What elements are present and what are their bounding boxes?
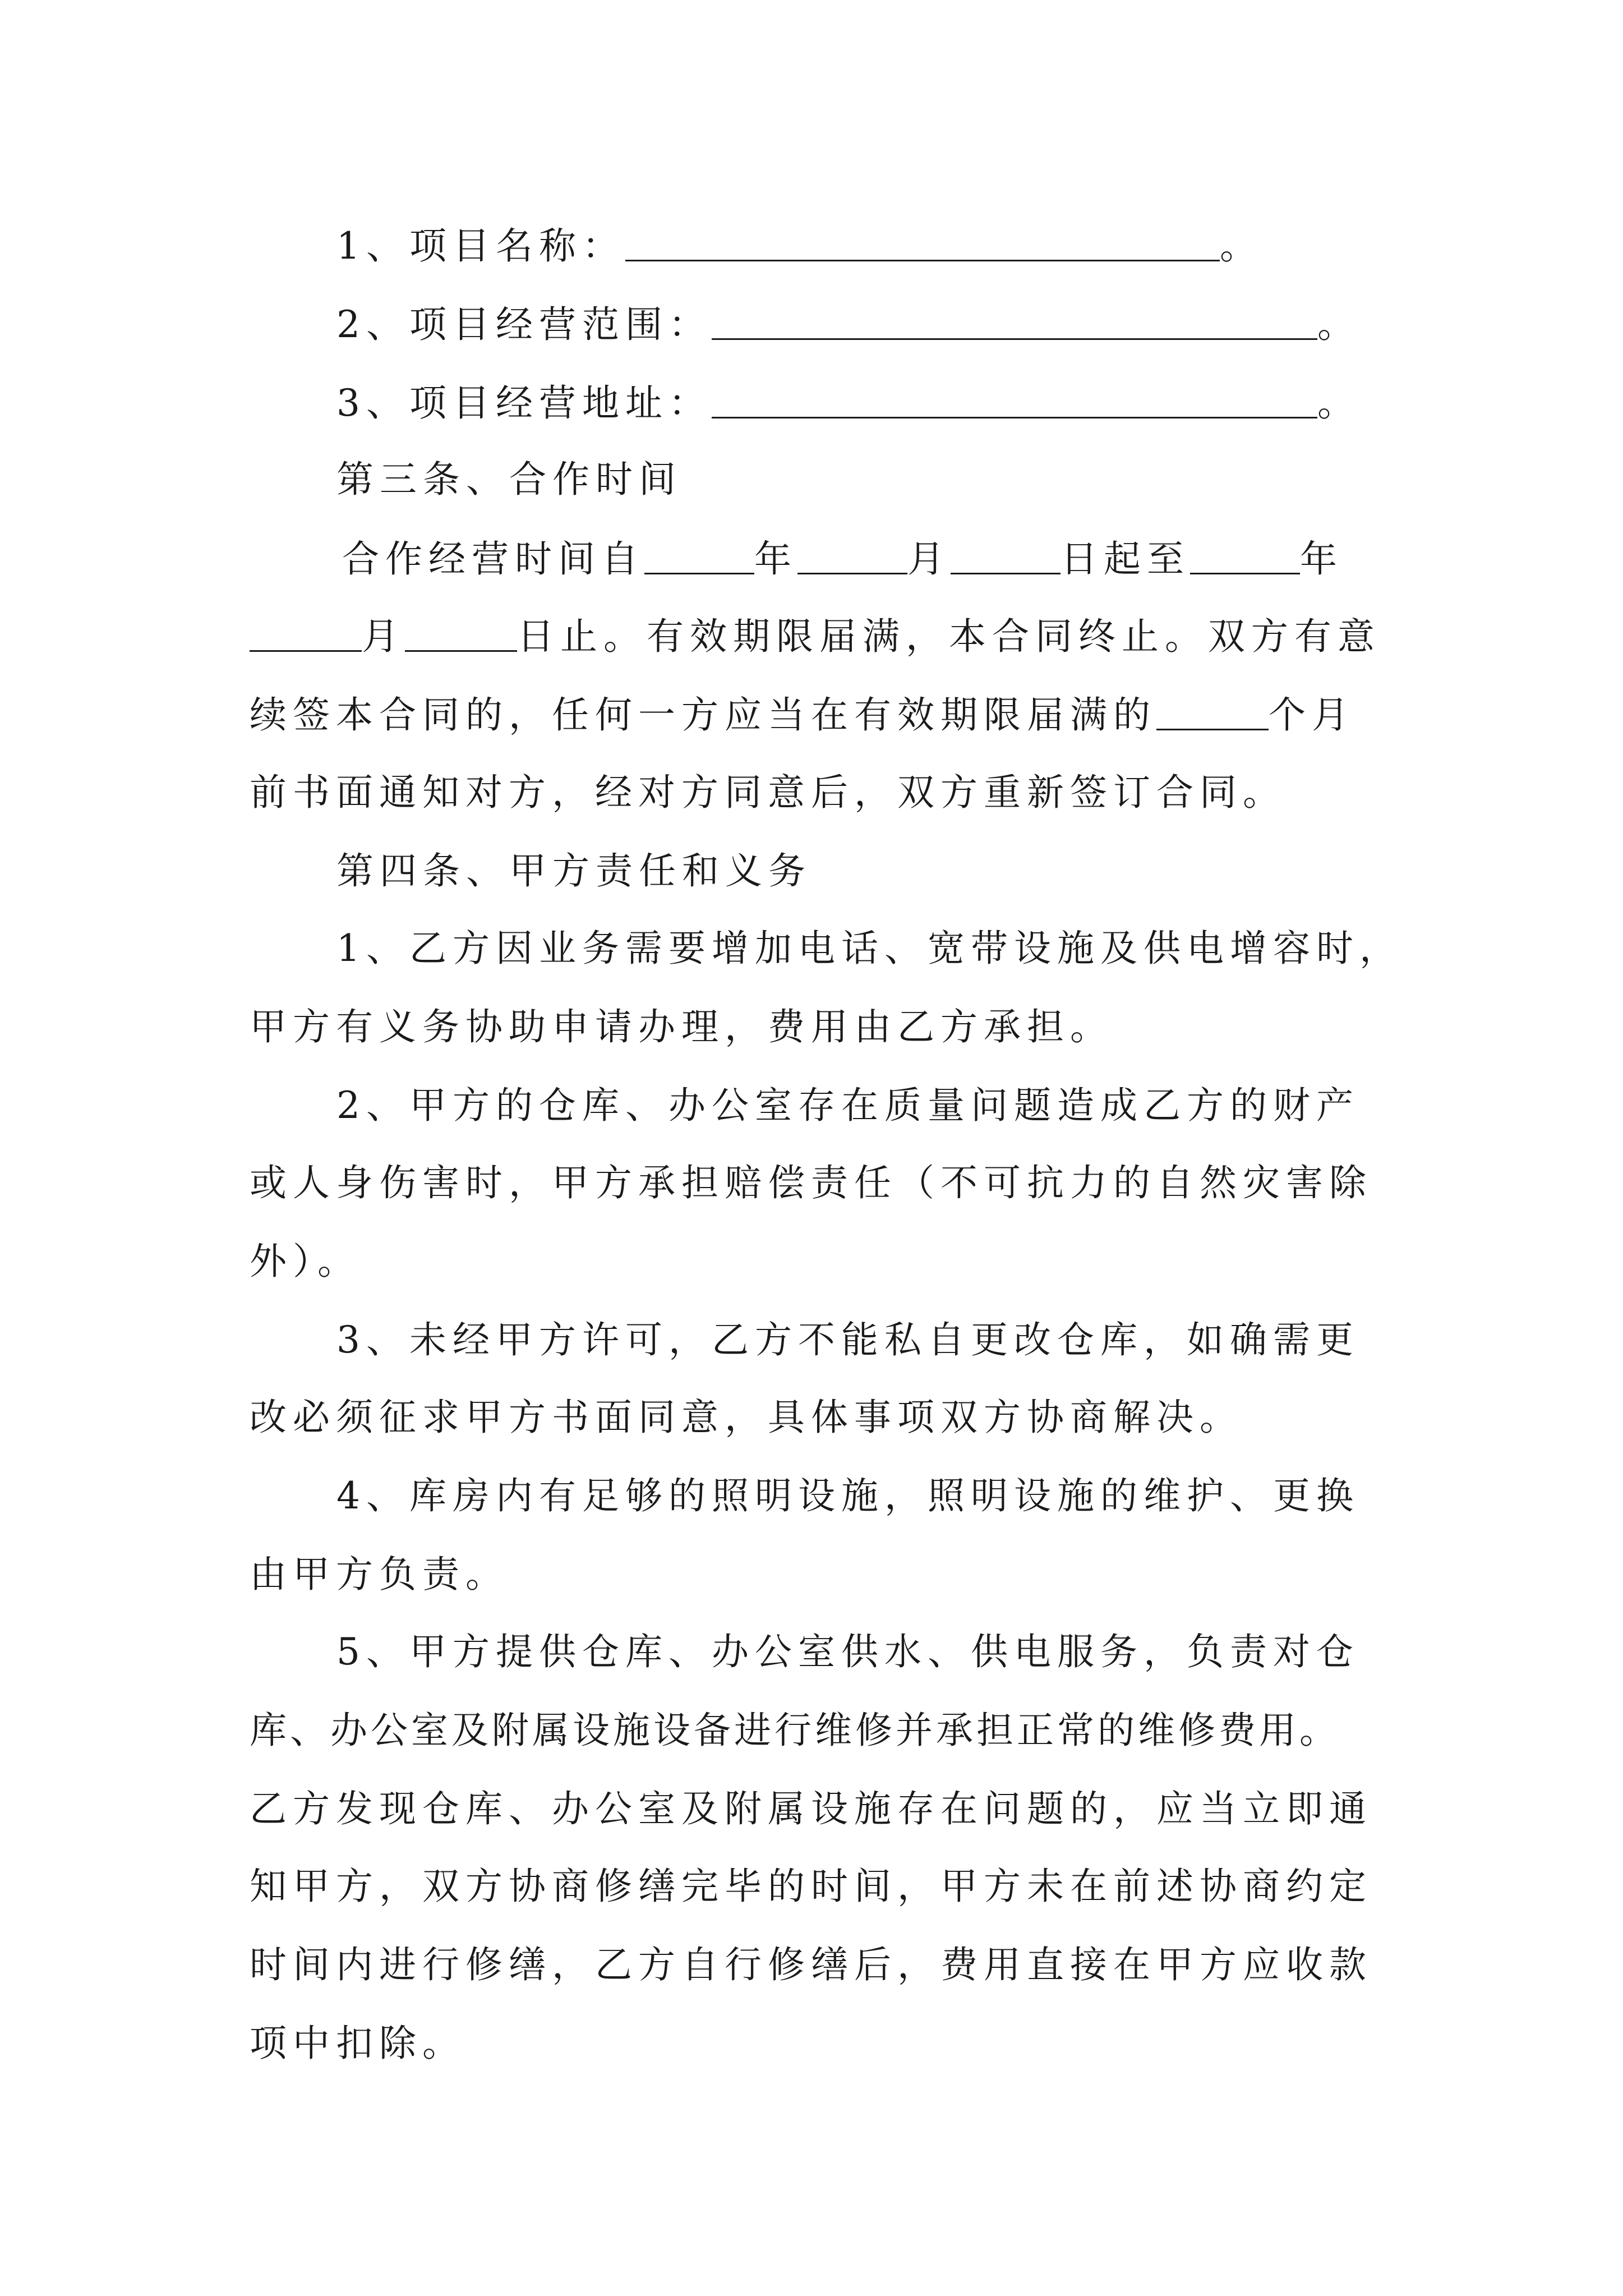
blank-month-from <box>797 540 907 574</box>
article4-p5-line: 乙方发现仓库、办公室及附属设施存在问题的，应当立即通 <box>250 1787 1372 1830</box>
article3-line4: 前书面通知对方，经对方同意后，双方重新签订合同。 <box>250 771 1286 814</box>
blank-month-to <box>250 617 362 652</box>
article4-p5-line: 项中扣除。 <box>250 2022 465 2065</box>
article4-p1-line: 甲方有义务协助申请办理，费用由乙方承担。 <box>250 1005 1113 1048</box>
blank-field <box>625 227 1220 261</box>
article4-p5-line: 知甲方，双方协商修缮完毕的时间，甲方未在前述协商约定 <box>250 1865 1372 1908</box>
blank-year-from <box>644 540 754 574</box>
article4-p1-line: 1、乙方因业务需要增加电话、宽带设施及供电增容时， <box>336 927 1403 970</box>
blank-months <box>1156 696 1269 730</box>
item-project-name: 1、项目名称： 。 <box>336 224 1263 268</box>
article4-p5-line: 库、办公室及附属设施设备进行维修并承担正常的维修费用。 <box>250 1709 1340 1752</box>
blank-day-from <box>951 540 1061 574</box>
article3-line3: 续签本合同的，任何一方应当在有效期限届满的 个月 <box>250 693 1355 737</box>
article4-heading: 第四条、甲方责任和义务 <box>336 849 811 892</box>
article4-p3-line: 3、未经甲方许可，乙方不能私自更改仓库，如确需更 <box>336 1318 1359 1361</box>
item-business-scope: 2、项目经营范围： 。 <box>336 303 1361 347</box>
blank-field <box>712 305 1317 340</box>
article4-p2-line: 外）。 <box>250 1240 361 1283</box>
blank-year-to <box>1190 540 1300 574</box>
item-business-address: 3、项目经营地址： 。 <box>336 381 1361 425</box>
article4-p4-line: 4、库房内有足够的照明设施，照明设施的维护、更换 <box>336 1474 1359 1517</box>
article3-heading: 第三条、合作时间 <box>336 458 682 501</box>
article4-p5-line: 5、甲方提供仓库、办公室供水、供电服务，负责对仓 <box>336 1630 1359 1673</box>
article4-p2-line: 2、甲方的仓库、办公室存在质量问题造成乙方的财产 <box>336 1084 1359 1127</box>
article3-line1: 合作经营时间自 年 月 日起至 年 <box>342 537 1343 581</box>
article4-p2-line: 或人身伤害时，甲方承担赔偿责任（不可抗力的自然灾害除 <box>250 1161 1372 1204</box>
article4-p4-line: 由甲方负责。 <box>250 1553 509 1596</box>
article4-p3-line: 改必须征求甲方书面同意，具体事项双方协商解决。 <box>250 1396 1243 1439</box>
blank-field <box>712 384 1317 418</box>
article3-line2: 月 日止。有效期限届满，本合同终止。双方有意 <box>250 617 1381 655</box>
blank-day-to <box>405 617 517 652</box>
article4-p5-line: 时间内进行修缮，乙方自行修缮后，费用直接在甲方应收款 <box>250 1943 1372 1986</box>
